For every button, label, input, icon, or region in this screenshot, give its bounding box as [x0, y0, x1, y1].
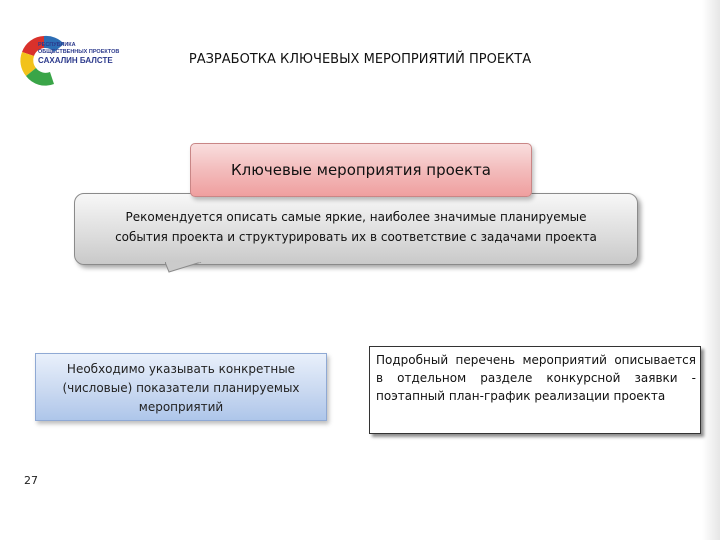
- indicators-box: [35, 353, 327, 421]
- logo-line-3: САХАЛИН БАЛСТЕ: [38, 56, 113, 65]
- recommendation-line-2: события проекта и структурировать их в соответствие с задачами проекта: [115, 230, 597, 244]
- detail-box: [369, 346, 701, 434]
- page-number: 27: [24, 474, 38, 487]
- recommendation-line-1: Рекомендуется описать самые яркие, наиболее значимые планируемые: [125, 210, 587, 224]
- logo: [14, 32, 120, 88]
- logo-text: [38, 42, 118, 66]
- indicators-line-2: (числовые) показатели планируемых: [62, 381, 300, 395]
- slide-edge-shadow: [702, 0, 720, 540]
- indicators-line-3: мероприятий: [138, 400, 224, 414]
- callout-tail: [165, 262, 205, 276]
- indicators-text: [36, 360, 326, 417]
- detail-text: Подробный перечень мероприятий описывается в отдельном разделе конкурсной заявки - поэтапный план-график реализации проекта: [376, 353, 696, 403]
- indicators-line-1: Необходимо указывать конкретные: [66, 362, 296, 376]
- key-events-title: Ключевые мероприятия проекта: [231, 161, 491, 179]
- logo-line-2: ОБЩЕСТВЕННЫХ ПРОЕКТОВ: [38, 49, 120, 55]
- recommendation-callout: [74, 193, 638, 265]
- key-events-box: [190, 143, 532, 197]
- page-title: РАЗРАБОТКА КЛЮЧЕВЫХ МЕРОПРИЯТИЙ ПРОЕКТА: [188, 52, 532, 67]
- logo-line-1: РЕСПУБЛИКА: [38, 42, 76, 48]
- recommendation-text: [75, 207, 637, 247]
